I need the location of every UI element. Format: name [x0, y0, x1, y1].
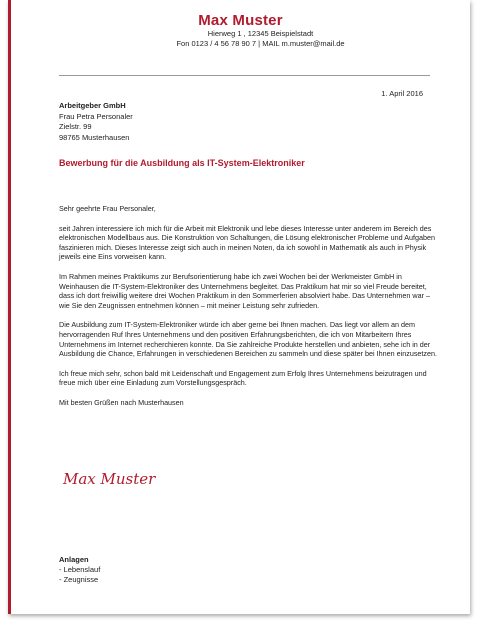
- recipient-address: [59, 101, 133, 143]
- letter-subject: Bewerbung für die Ausbildung als IT-System-Elektroniker: [59, 158, 305, 168]
- handwritten-signature: Max Muster: [63, 470, 156, 488]
- recipient-person: Frau Petra Personaler: [59, 111, 133, 121]
- attachment-item: - Lebenslauf: [59, 565, 101, 574]
- recipient-street: Zielstr. 99: [59, 122, 92, 131]
- recipient-company: Arbeitgeber GmbH: [59, 101, 126, 110]
- paragraph-4: Ich freue mich sehr, schon bald mit Leidenschaft und Engagement zum Erfolg Ihres Unternehmens beizutragen und freue mich über eine Einladung zum Vorstellungsgespräch.: [59, 368, 427, 388]
- paragraph-3: Die Ausbildung zum IT-System-Elektroniker würde ich aber gerne bei Ihnen machen. Das liegt vor allem an dem hervorragenden Ruf Ihres Unternehmens und den positiven Erfahrungsberichten, die ich von Mitarbeitern Ihres Unternehmens im Internet recherchieren konnte. Da Sie zahlreiche Produkte herstellen und anbieten, sehe ich in der Ausbildung die Chance, Erfahrungen in verschiedenen Bereichen zu sammeln und diese später bei Ihnen einzusetzen.: [59, 320, 437, 359]
- paragraph-1: seit Jahren interessiere ich mich für die Arbeit mit Elektronik und lebe dieses Interesse unter anderem im Bereich des elektronischen Modellbaus aus. Die Konstruktion von Schaltungen, die Lösung elektronischer Probleme und Aufgaben faszinieren mich. Dieses Interesse zeigt sich auch in meinen Noten, da ich sowohl in Mathematik als auch in Physik jeweils eine Eins vorweisen kann.: [59, 223, 435, 262]
- closing: Mit besten Grüßen nach Musterhausen: [59, 397, 184, 407]
- sender-name: Max Muster: [198, 12, 283, 29]
- attachment-item: - Zeugnisse: [59, 575, 99, 584]
- letter-page: [8, 0, 470, 614]
- paragraph-2: Im Rahmen meines Praktikums zur Berufsorientierung habe ich zwei Wochen bei der Werkmeister GmbH in Weinhausen die IT-System-Elektroniker des Unternehmens begleitet. Das Praktikum hat mir so viel Freude bereitet, dass ich dort freiwillig weitere drei Wochen Praktikum in den Sommerferien absolviert habe. Das Unternehmen war – wie Sie den Zeugnissen entnehmen können – mit meiner Leistung sehr zufrieden.: [59, 271, 430, 310]
- letterhead: [11, 12, 470, 49]
- sender-address: Hierweg 1 , 12345 Beispielstadt: [207, 29, 314, 38]
- attachments: [59, 555, 100, 585]
- sender-contact: Fon 0123 / 4 56 78 90 7 | MAIL m.muster@mail.de: [176, 39, 345, 48]
- letter-body: [59, 204, 437, 418]
- attachments-title: Anlagen: [59, 555, 89, 564]
- recipient-city: 98765 Musterhausen: [59, 132, 130, 142]
- letter-date: 1. April 2016: [381, 89, 423, 98]
- header-divider: [59, 75, 430, 76]
- salutation: Sehr geehrte Frau Personaler,: [59, 204, 156, 213]
